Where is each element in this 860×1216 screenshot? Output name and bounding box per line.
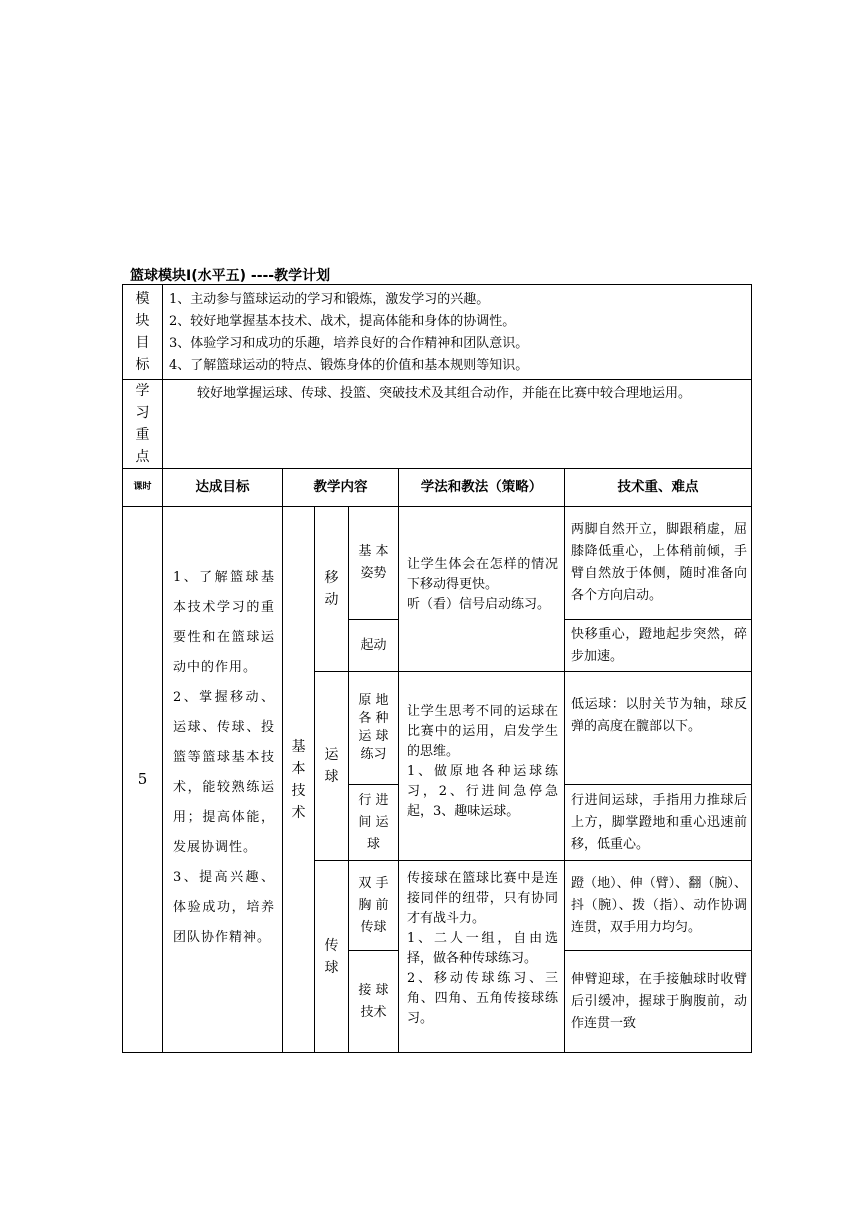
- header-content: 教学内容: [283, 469, 399, 507]
- tech-catching: 伸臂迎球，在手接触球时收臂后引缓冲，握球于胸腹前，动作连贯一致: [565, 951, 752, 1053]
- key-points-text: 较好地掌握运球、传球、投篮、突破技术及其组合动作，并能在比赛中较合理地运用。: [163, 380, 752, 469]
- item-name-moving-dribble: 行 进 间 运 球: [349, 785, 399, 861]
- table-row: [123, 507, 752, 620]
- group-name-dribble: 运 球: [315, 672, 349, 861]
- group-name-pass: 传 球: [315, 861, 349, 1053]
- document-title: 篮球模块Ⅰ(水平五) ----教学计划: [130, 268, 331, 284]
- item-name-start: 起动: [349, 620, 399, 672]
- module-goal-item: 3、体验学习和成功的乐趣，培养良好的合作精神和团队意识。: [169, 336, 529, 351]
- key-points-label: 学 习 重 点: [123, 380, 163, 469]
- tech-start: 快移重心，蹬地起步突然，碎步加速。: [565, 620, 752, 672]
- method-dribble: 让学生思考不同的运球在比赛中的运用，启发学生的思维。 1、做原地各种运球练习，2、行进间急停急起，3、趣味运球。: [399, 672, 565, 861]
- item-name-catching: 接 球 技术: [349, 951, 399, 1053]
- module-goal-item: 2、较好地掌握基本技术、战术，提高体能和身体的协调性。: [169, 314, 516, 329]
- item-name-stationary-dribble: 原 地 各 种 运 球 练习: [349, 672, 399, 785]
- teaching-plan-table: [122, 284, 752, 1053]
- category-cell: 基 本 技 术: [283, 507, 315, 1053]
- item-name-chest-pass: 双 手 胸 前 传球: [349, 861, 399, 951]
- header-hours: 课时: [123, 469, 163, 507]
- tech-moving-dribble: 行进间运球，手指用力推球后上方，脚掌蹬地和重心迅速前移，低重心。: [565, 785, 752, 861]
- module-goals-list: [163, 285, 752, 380]
- goal-item: 2、掌握移动、运球、传球、投篮等篮球基本技术，能较熟练运用；提高体能，发展协调性。: [173, 690, 275, 855]
- header-method: 学法和教法（策略）: [399, 469, 565, 507]
- tech-chest-pass: 蹬（地）、伸（臂）、翻（腕）、抖（腕）、拨（指）、动作协调连贯，双手用力均匀。: [565, 861, 752, 951]
- goal-item: 3、提高兴趣、体验成功，培养团队协作精神。: [173, 870, 275, 945]
- item-name-basic-stance: 基 本 姿势: [349, 507, 399, 620]
- module-goals-row: [123, 285, 752, 380]
- key-points-row: [123, 380, 752, 469]
- goals-cell: [163, 507, 283, 1053]
- tech-basic-stance: 两脚自然开立，脚跟稍虚，屈膝降低重心，上体稍前倾，手臂自然放于体侧，随时准备向各个方向启动。: [565, 507, 752, 620]
- hours-cell: 5: [123, 507, 163, 1053]
- module-goal-item: 1、主动参与篮球运动的学习和锻炼，激发学习的兴趣。: [169, 292, 490, 307]
- module-goal-item: 4、了解篮球运动的特点、锻炼身体的价值和基本规则等知识。: [169, 358, 529, 373]
- tech-stationary-dribble: 低运球：以肘关节为轴，球反弹的高度在髋部以下。: [565, 672, 752, 785]
- method-move: 让学生体会在怎样的情况下移动得更快。 听（看）信号启动练习。: [399, 507, 565, 672]
- header-tech: 技术重、难点: [565, 469, 752, 507]
- module-goals-label: 模 块 目 标: [123, 285, 163, 380]
- goal-item: 1、了解篮球基本技术学习的重要性和在篮球运动中的作用。: [173, 570, 275, 675]
- method-pass: 传接球在篮球比赛中是连接同伴的纽带，只有协同才有战斗力。 1、二人一组，自由选择，做各种传球练习。 2、移动传球练习、三角、四角、五角传接球练习。: [399, 861, 565, 1053]
- table-header-row: [123, 469, 752, 507]
- group-name-move: 移 动: [315, 507, 349, 672]
- header-goals: 达成目标: [163, 469, 283, 507]
